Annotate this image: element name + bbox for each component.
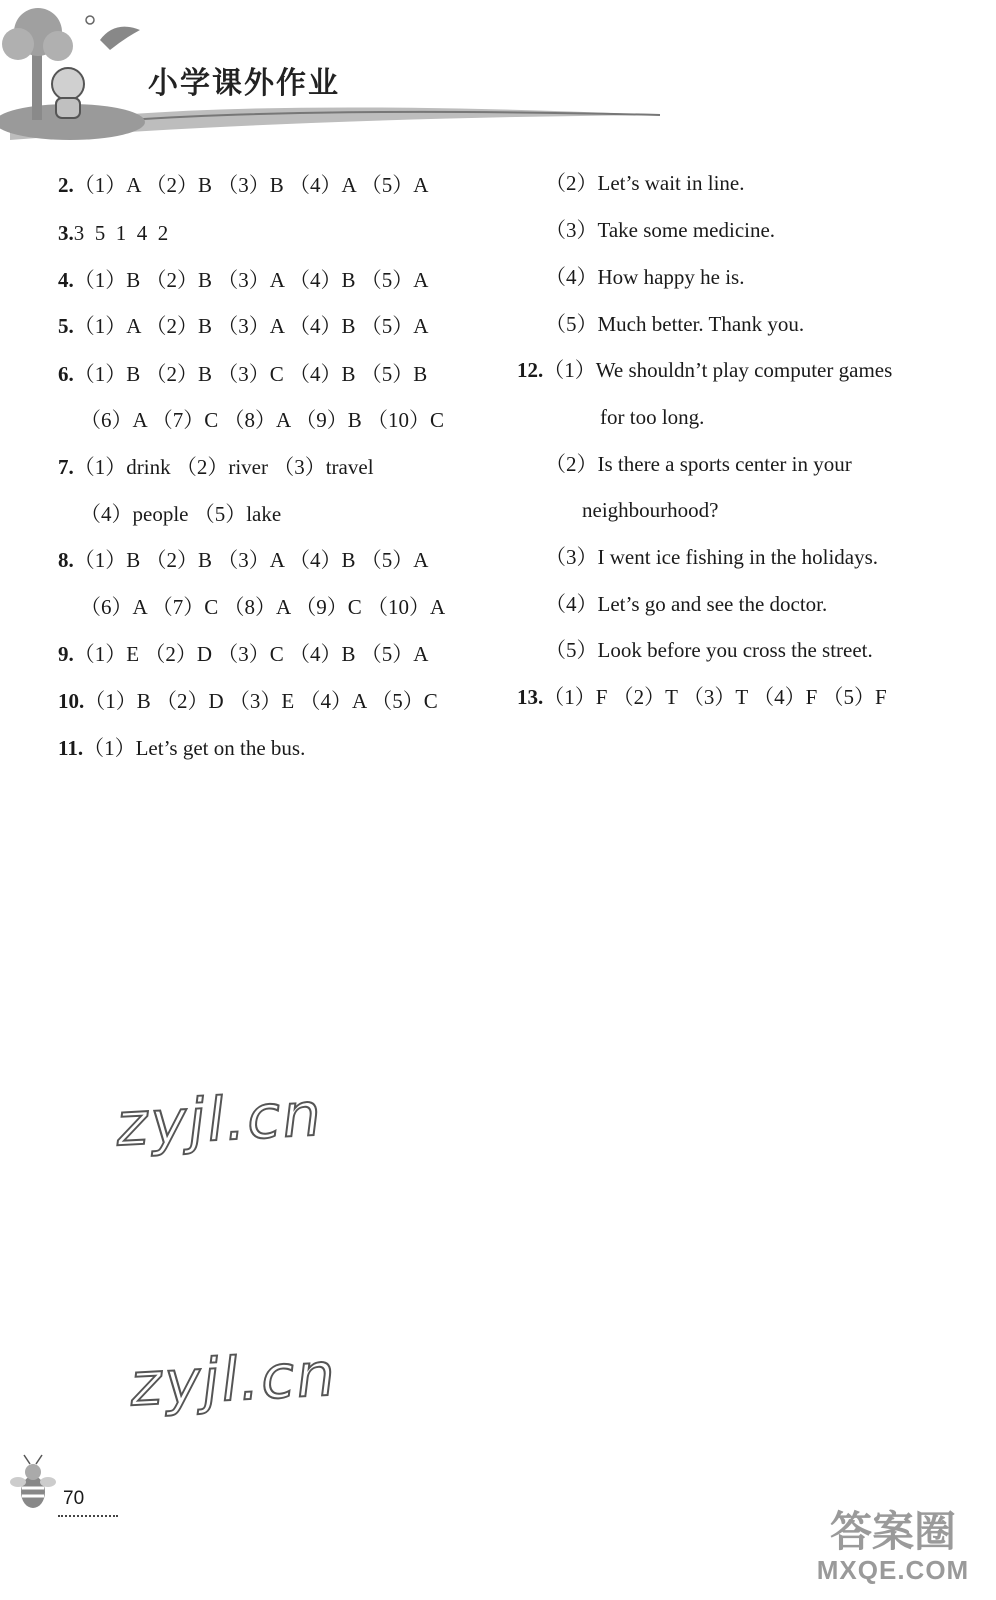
answer-line: 3.3 5 1 4 2	[58, 221, 169, 245]
page-number-underline	[58, 1515, 118, 1517]
answer-line: （2）Is there a sports center in your	[545, 452, 852, 476]
answer-line: （6）A （7）C （8）A （9）C （10）A	[80, 595, 446, 619]
answer-line: （4）Let’s go and see the doctor.	[545, 592, 828, 616]
answer-line: 2.（1）A （2）B （3）B （4）A （5）A	[58, 173, 429, 197]
answer-line: （6）A （7）C （8）A （9）B （10）C	[80, 408, 445, 432]
watermark: zyjl.cn	[112, 1079, 328, 1161]
answer-line: 4.（1）B （2）B （3）A （4）B （5）A	[58, 268, 429, 292]
answer-line: 7.（1）drink （2）river （3）travel	[58, 455, 374, 479]
site-logo-cn: 答案圈	[829, 1507, 956, 1556]
answer-line: 12.（1）We shouldn’t play computer games	[517, 358, 893, 382]
answer-line: （3）I went ice fishing in the holidays.	[545, 545, 879, 569]
site-logo	[808, 1508, 978, 1588]
answer-line: （3）Take some medicine.	[545, 218, 776, 242]
answer-line: 9.（1）E （2）D （3）C （4）B （5）A	[58, 642, 429, 666]
page-number: 70	[63, 1488, 85, 1509]
answer-line: （2）Let’s wait in line.	[545, 171, 745, 195]
answer-line: 5.（1）A （2）B （3）A （4）B （5）A	[58, 314, 429, 338]
header-decoration	[0, 0, 700, 150]
answer-line: 13.（1）F （2）T （3）T （4）F （5）F	[517, 685, 887, 709]
watermark: zyjl.cn	[126, 1339, 342, 1421]
answer-line: （5）Look before you cross the street.	[545, 638, 873, 662]
answer-line: 8.（1）B （2）B （3）A （4）B （5）A	[58, 548, 429, 572]
answer-line: for too long.	[600, 405, 705, 429]
answer-line: 10.（1）B （2）D （3）E （4）A （5）C	[58, 689, 438, 713]
bee-icon	[8, 1452, 58, 1517]
answer-line: （5）Much better. Thank you.	[545, 312, 805, 336]
header-title: 小学课外作业	[148, 66, 340, 101]
answer-line: （4）How happy he is.	[545, 265, 745, 289]
answer-line: （4）people （5）lake	[80, 502, 282, 526]
site-logo-en: MXQE.COM	[816, 1555, 970, 1585]
answer-line: 6.（1）B （2）B （3）C （4）B （5）B	[58, 362, 428, 386]
answer-line: neighbourhood?	[582, 498, 719, 522]
answer-line: 11.（1）Let’s get on the bus.	[58, 736, 306, 760]
